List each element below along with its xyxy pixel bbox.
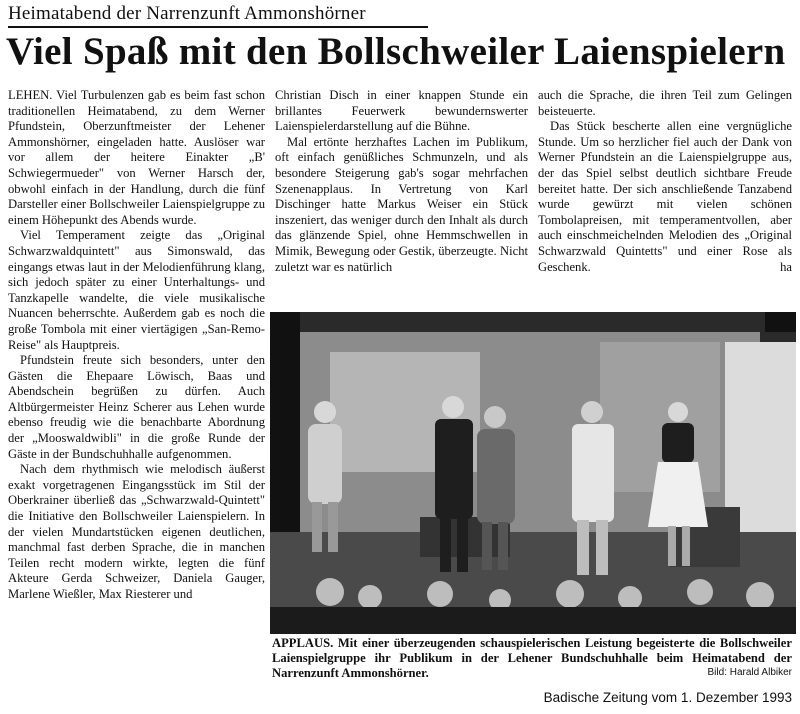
paragraph [538, 119, 792, 275]
photo-caption: APPLAUS. Mit einer überzeugenden schauspielerischen Leistung begeisterte die Bollschweiler Laienspielgruppe ihr Publikum in der Lehener Bundschuhhalle beim Heimatabend der Narrenzunft Ammonshörner. [272, 636, 792, 680]
paragraph: Viel Temperament zeigte das „Original Schwarzwaldquintett" aus Simonswald, das eingangs etwas laut in der Melodienführung klang, sich jedoch später zu einer Unterhaltungs- und Tanzkapelle wandelte, die viele musikalische Nuancen beherrschte. Außerdem gab es noch die große Tombola mit einer viertägigen „San-Remo-Reise" als Hauptpreis. [8, 228, 265, 352]
kicker-line: Heimatabend der Narrenzunft Ammonshörner [8, 2, 428, 28]
paragraph: Pfundstein freute sich besonders, unter den Gästen die Ehepaare Löwisch, Baas und Abendschein begrüßen zu dürfen. Auch Altbürgermeister Heinz Scherer aus Lehen wurde ebenso freudig wie die benachbarte Abordnung der „Mooswaldwibli" in die große Runde der Gäste in der Bundschuhhalle aufgenommen. [8, 353, 265, 461]
article-column-1 [8, 88, 265, 704]
headline: Viel Spaß mit den Bollschweiler Laienspielern [6, 30, 786, 73]
author-signature: ha [780, 259, 792, 274]
article-column-3 [538, 88, 792, 308]
photo-credit: Bild: Harald Albiker [707, 667, 792, 678]
paragraph: Nach dem rhythmisch wie melodisch äußerst exakt vorgetragenen Eingangsstück im Stil der Oberkrainer überließ das „Schwarzwald-Quintett" die Initiative den Bollschweiler Laienspielern. In der vielen Mundartstücken eigenen deutlichen, manchmal fast derben Sprache, die in manchen Teilen recht modern wirkte, legten die fünf Akteure Gerda Schweizer, Daniela Gauger, Marlene Wießler, Max Riesterer und [8, 462, 265, 601]
article-column-2 [275, 88, 528, 308]
stage-photo-illustration [270, 312, 796, 634]
paragraph: auch die Sprache, die ihren Teil zum Gelingen beisteuerte. [538, 88, 792, 118]
paragraph-text: Das Stück bescherte allen eine vergnügliche Stunde. Um so herzlicher fiel auch der Dank von Werner Pfundstein an die Laienspielgruppe aus, der das Spiel selbst deutlich sichtbare Freude bereitet hatte. Der sich anschließende Tanzabend wurde gewürzt mit vielen schönen Tombolapreisen, mit temperamentvollen, aber auch einschmeichelnden Melodien des „Original Schwarzwald Quintetts" und einer Rose als Geschenk. [538, 119, 792, 274]
paragraph: Mal ertönte herzhaftes Lachen im Publikum, oft einfach genüßliches Schmunzeln, und als besondere Steigerung gab's sogar mehrfachen Szenenapplaus. In Vertretung von Karl Dischinger hatte Markus Weiser ein Stück inszeniert, das weniger durch den Inhalt als durch das glänzende Spiel, ohne Hemmschwellen in Mimik, Bewegung oder Gestik, überzeugte. Nicht zuletzt war es natürlich [275, 134, 528, 274]
stage-photo [270, 312, 796, 634]
paragraph: LEHEN. Viel Turbulenzen gab es beim fast schon traditionellen Heimatabend, zu dem Werner Pfundstein, Oberzunftmeister der Lehener Ammonshörner, eingeladen hatte. Auslöser war vor allem der heitere Einakter „B' Schwiegermueder" von Werner Harsch der, obwohl einfach in der Handlung, durch die fünf Darsteller einer Bollschweiler Laienspielgruppe zu einem Höhepunkt des Abends wurde. [8, 88, 265, 227]
source-line: Badische Zeitung vom 1. Dezember 1993 [543, 690, 792, 705]
paragraph: Christian Disch in einer knappen Stunde ein brillantes Feuerwerk bewundernswerter Laienspielerdarstellung auf die Bühne. [275, 88, 528, 134]
